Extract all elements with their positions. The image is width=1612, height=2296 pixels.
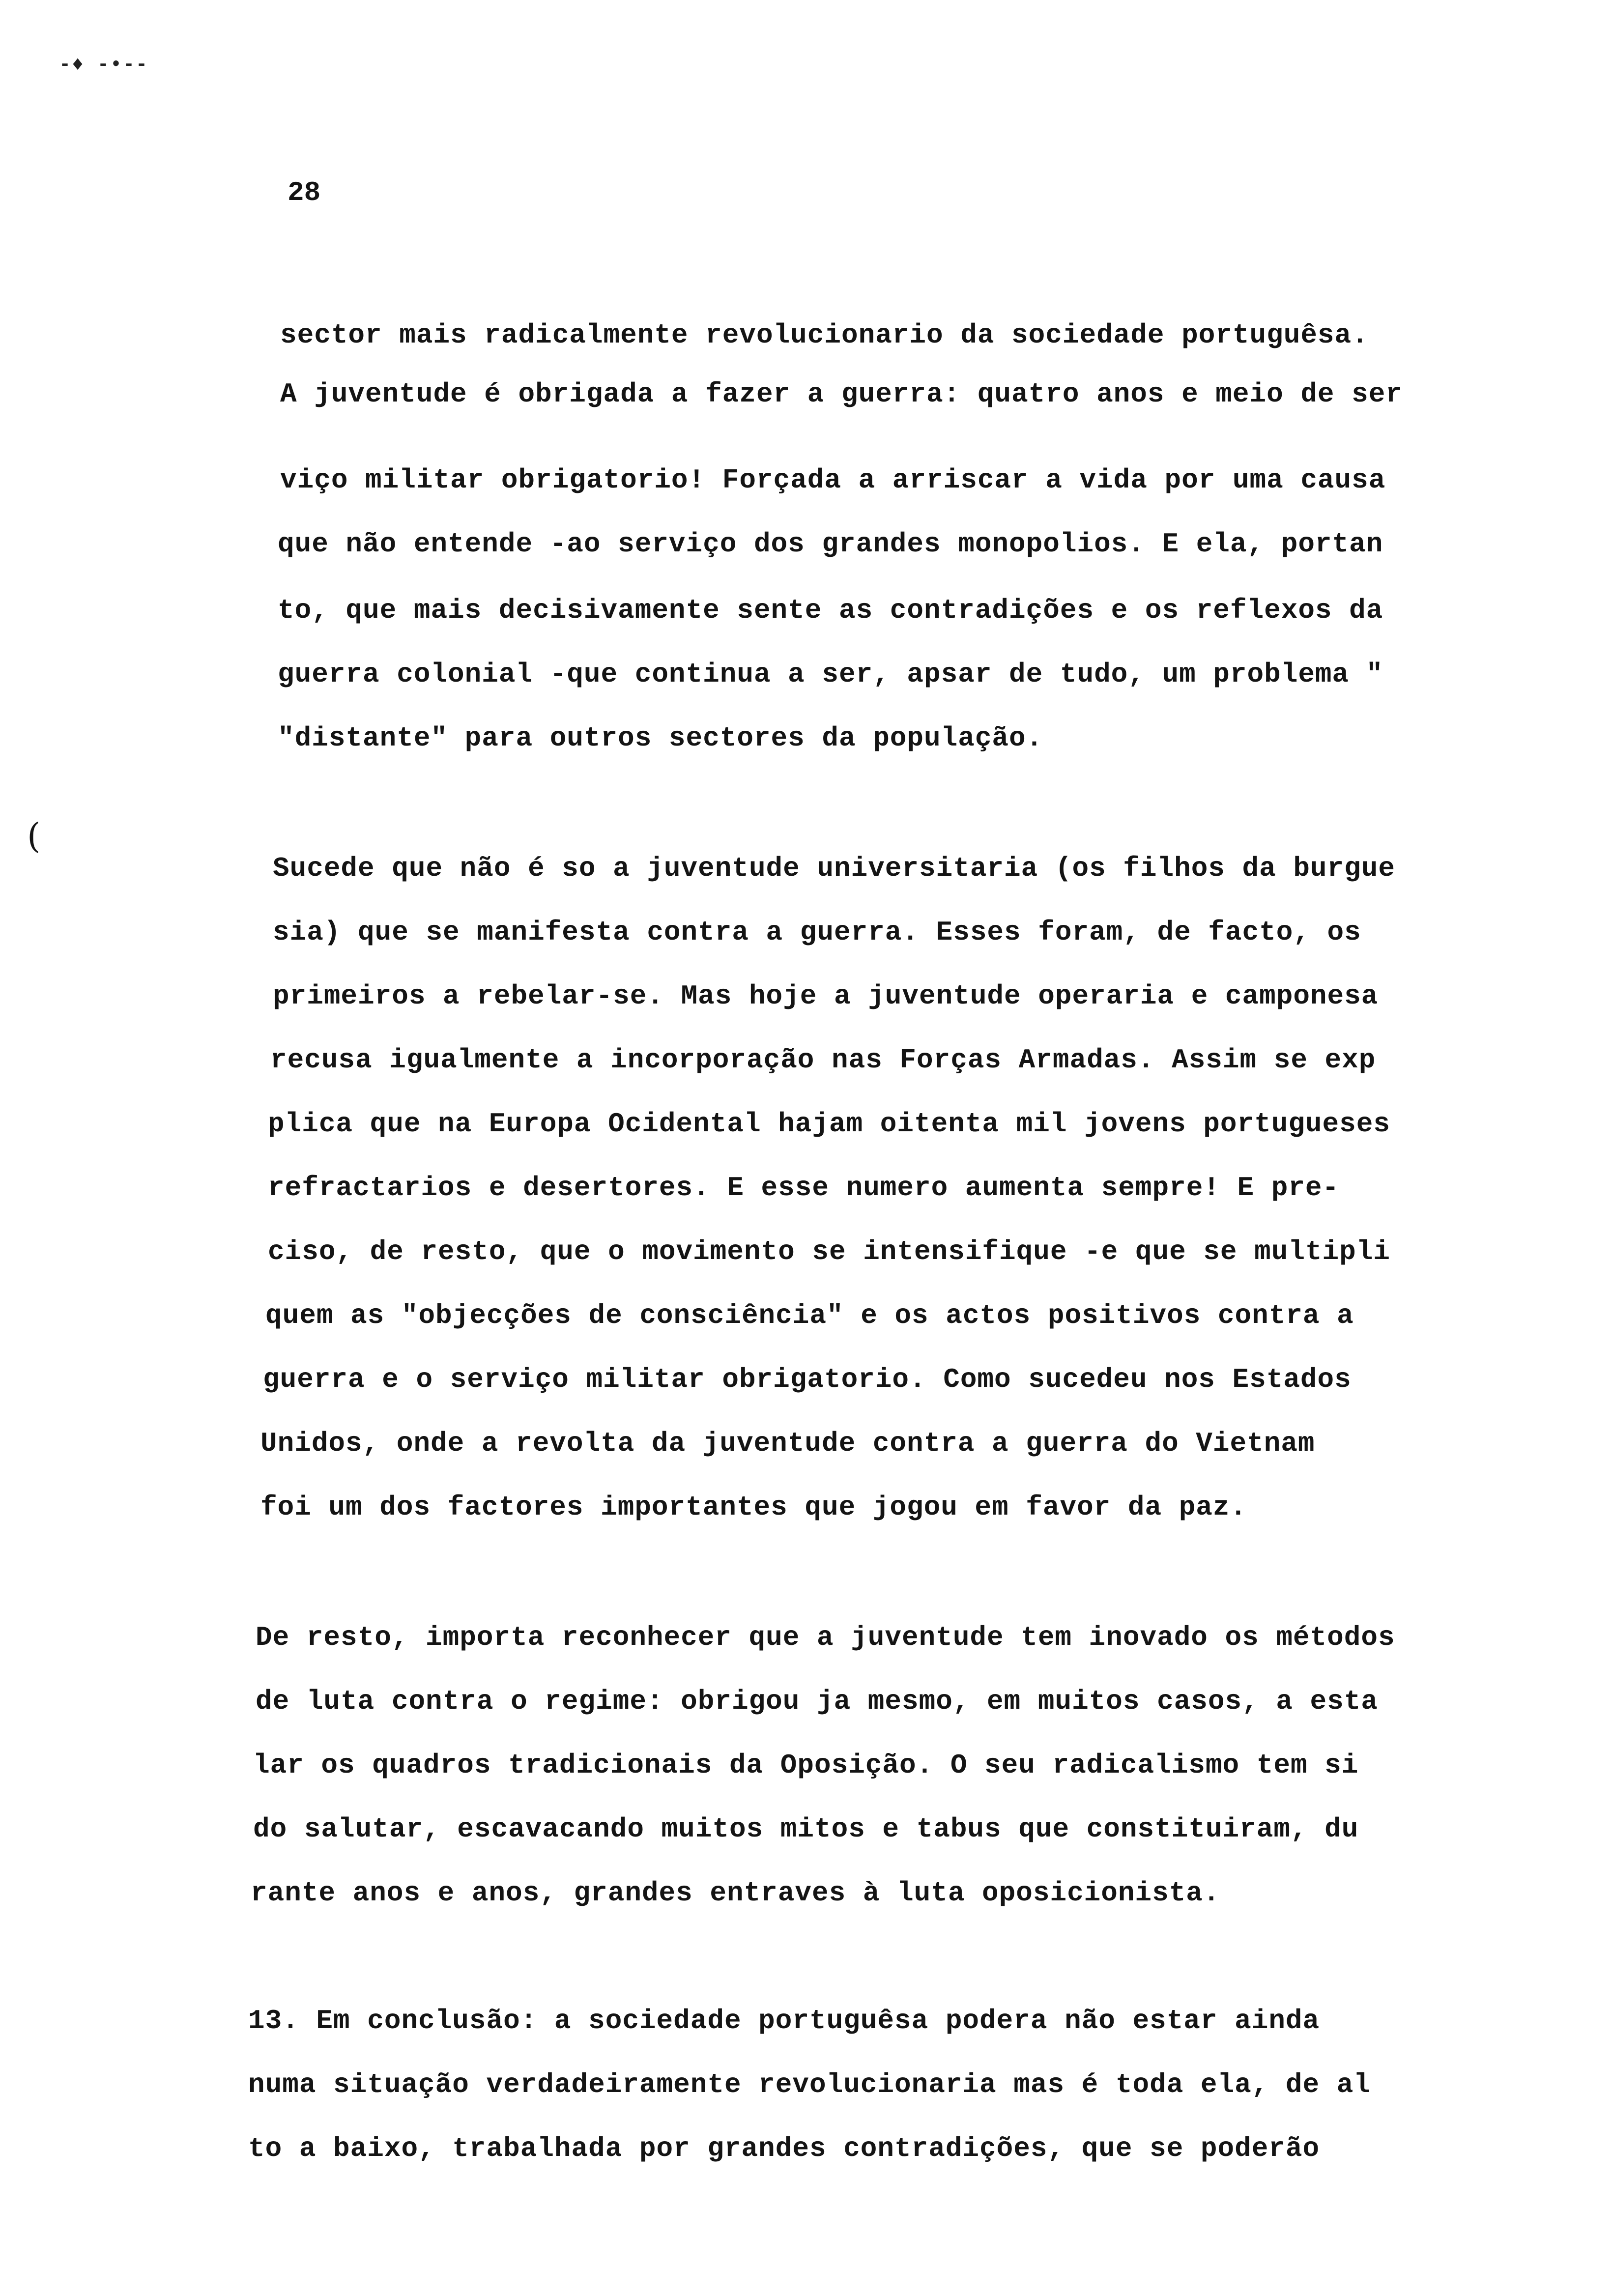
text-line: de luta contra o regime: obrigou ja mesmo, em muitos casos, a esta: [256, 1686, 1378, 1717]
page-number: 28: [288, 177, 321, 208]
text-line: primeiros a rebelar-se. Mas hoje a juventude operaria e camponesa: [273, 980, 1379, 1012]
text-line: viço militar obrigatorio! Forçada a arriscar a vida por uma causa: [280, 464, 1386, 496]
text-line: do salutar, escavacando muitos mitos e tabus que constituiram, du: [253, 1813, 1359, 1845]
text-line: to a baixo, trabalhada por grandes contradições, que se poderão: [248, 2133, 1320, 2164]
text-line: numa situação verdadeiramente revolucionaria mas é toda ela, de al: [248, 2069, 1371, 2100]
text-line: guerra colonial -que continua a ser, apsar de tudo, um problema ": [278, 659, 1383, 690]
text-line: quem as "objecções de consciência" e os actos positivos contra a: [265, 1300, 1354, 1331]
text-line: recusa igualmente a incorporação nas Forças Armadas. Assim se exp: [270, 1044, 1376, 1076]
text-line: que não entende -ao serviço dos grandes monopolios. E ela, portan: [278, 528, 1383, 560]
text-line: ciso, de resto, que o movimento se intensifique -e que se multipli: [268, 1236, 1390, 1267]
margin-bracket-mark: (: [27, 816, 41, 856]
corner-scribble: -♦ -•--: [59, 54, 149, 76]
text-line: Sucede que não é so a juventude universitaria (os filhos da burgue: [273, 853, 1395, 884]
text-line: to, que mais decisivamente sente as contradições e os reflexos da: [278, 595, 1383, 626]
text-line: sia) que se manifesta contra a guerra. Esses foram, de facto, os: [273, 917, 1361, 948]
text-line: A juventude é obrigada a fazer a guerra: quatro anos e meio de ser: [280, 378, 1403, 410]
text-line: guerra e o serviço militar obrigatorio. Como sucedeu nos Estados: [263, 1364, 1352, 1395]
text-line: plica que na Europa Ocidental hajam oitenta mil jovens portugueses: [268, 1108, 1390, 1140]
text-line: lar os quadros tradicionais da Oposição. O seu radicalismo tem si: [253, 1750, 1359, 1781]
text-line: rante anos e anos, grandes entraves à luta oposicionista.: [251, 1877, 1220, 1909]
text-line: 13. Em conclusão: a sociedade portuguêsa podera não estar ainda: [248, 2005, 1320, 2037]
text-line: refractarios e desertores. E esse numero aumenta sempre! E pre-: [268, 1172, 1340, 1204]
text-line: Unidos, onde a revolta da juventude contra a guerra do Vietnam: [260, 1428, 1315, 1459]
text-line: De resto, importa reconhecer que a juventude tem inovado os métodos: [256, 1622, 1395, 1653]
text-line: sector mais radicalmente revolucionario da sociedade portuguêsa.: [280, 319, 1369, 351]
text-line: "distante" para outros sectores da população.: [278, 722, 1043, 754]
text-line: foi um dos factores importantes que jogou em favor da paz.: [260, 1492, 1247, 1523]
